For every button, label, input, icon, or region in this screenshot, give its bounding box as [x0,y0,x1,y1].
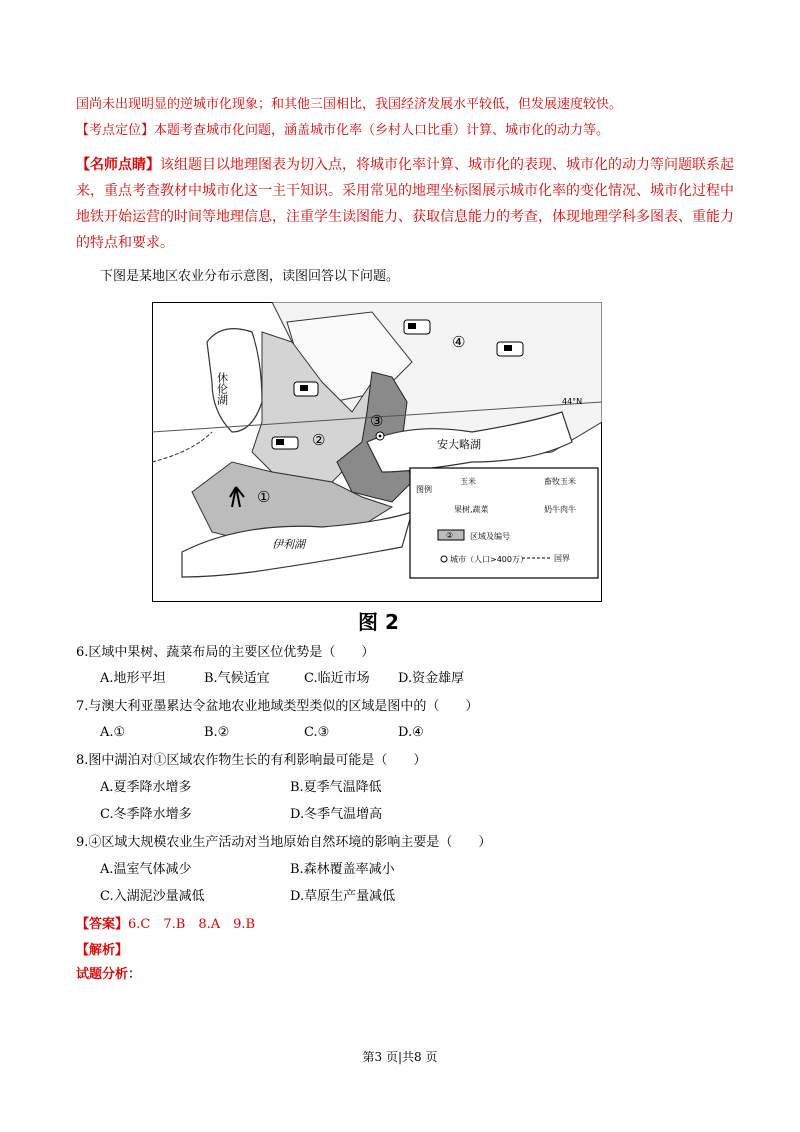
legend-dairy: 奶牛肉牛 [544,505,576,514]
latitude-label: 44°N [562,397,583,406]
region-3-label: ③ [370,412,384,430]
mingshi-label: 【名师点睛】 [76,157,160,173]
legend-region: 区域及编号 [470,532,510,541]
question-intro: 下图是某地区农业分布示意图，读图回答以下问题。 [100,269,400,284]
legend-livestock-corn: 畜牧玉米 [544,477,576,486]
q9-option-c[interactable]: C.入湖泥沙量减低 [100,889,205,904]
kaodian-text: 本题考查城市化问题，涵盖城市化率（乡村人口比重）计算、城市化的动力等。 [154,123,610,138]
question-9-stem: 9.④区域大规模农业生产活动对当地原始自然环境的影响主要是（ ） [76,835,492,850]
lake-erie-label: 伊利湖 [272,538,305,551]
legend-title: 图例 [416,485,432,494]
q8-option-b[interactable]: B.夏季气温降低 [290,780,382,795]
region-2-label: ② [312,431,326,449]
q8-option-d[interactable]: D.冬季气温增高 [290,807,383,822]
q7-option-c[interactable]: C.③ [304,725,330,740]
legend-city: 城市（人口>400万） [450,555,528,564]
intro-line: 国尚未出现明显的逆城市化现象；和其他三国相比，我国经济发展水平较低，但发展速度较快。 [76,97,623,112]
question-8-stem: 8.图中湖泊对①区域农作物生长的有利影响最可能是（ ） [76,753,427,768]
question-6-stem: 6.区域中果树、蔬菜布局的主要区位优势是（ ） [76,645,375,660]
answer-block [76,916,255,934]
legend-fruit-veg: 果树,蔬菜 [454,505,489,514]
region-1-label: ① [257,488,271,506]
q9-option-b[interactable]: B.森林覆盖率减小 [290,862,395,877]
analysis-label: 【解析】 [76,943,129,958]
mingshi-block [76,152,736,256]
kaodian-label: 【考点定位】 [76,123,155,138]
map-svg [152,302,602,602]
q6-option-c[interactable]: C.临近市场 [304,671,370,686]
q9-option-d[interactable]: D.草原生产量减低 [290,889,396,904]
livestock-corn-icon [272,437,298,449]
q6-option-a[interactable]: A.地形平坦 [100,671,166,686]
q9-option-a[interactable]: A.温室气体减少 [100,862,192,877]
legend-region-symbol: ② [446,531,454,540]
answer-text: 6.C 7.B 8.A 9.B [128,917,256,932]
page-footer: 第3 页|共8 页 [362,1050,438,1064]
q8-option-a[interactable]: A.夏季降水增多 [100,780,192,795]
mingshi-text: 该组题目以地理图表为切入点，将城市化率计算、城市化的表现、城市化的动力等问题联系起来，重点考查教材中城市化这一主干知识。采用常见的地理坐标图展示城市化率的变化情况、城市化过程中地铁开始运营的时间等地理信息，注重学生读图能力、获取信息能力的考查，体现地理学科多图表、重能力的特点和要求。 [76,157,734,251]
map-legend [410,468,598,578]
agriculture-map [152,302,602,602]
lake-ontario-label: 安大略湖 [437,438,481,451]
answer-label: 【答案】 [76,917,129,932]
legend-corn: 玉米 [460,477,476,486]
region-4-label: ④ [452,333,466,351]
q7-option-b[interactable]: B.② [204,725,230,740]
map-caption: 图 2 [358,610,399,634]
legend-border: 国界 [554,554,570,563]
q6-option-b[interactable]: B.气候适宜 [204,671,270,686]
q7-option-a[interactable]: A.① [100,725,126,740]
q6-option-d[interactable]: D.资金雄厚 [398,671,465,686]
lake-huron-label: 休伦湖 [215,372,229,405]
question-7-stem: 7.与澳大利亚墨累达令盆地农业地域类型类似的区域是图中的（ ） [76,699,479,714]
analysis-sub: 试题分析： [76,967,142,982]
q7-option-d[interactable]: D.④ [398,725,424,740]
q8-option-c[interactable]: C.冬季降水增多 [100,807,192,822]
kaodian-block [76,122,609,140]
